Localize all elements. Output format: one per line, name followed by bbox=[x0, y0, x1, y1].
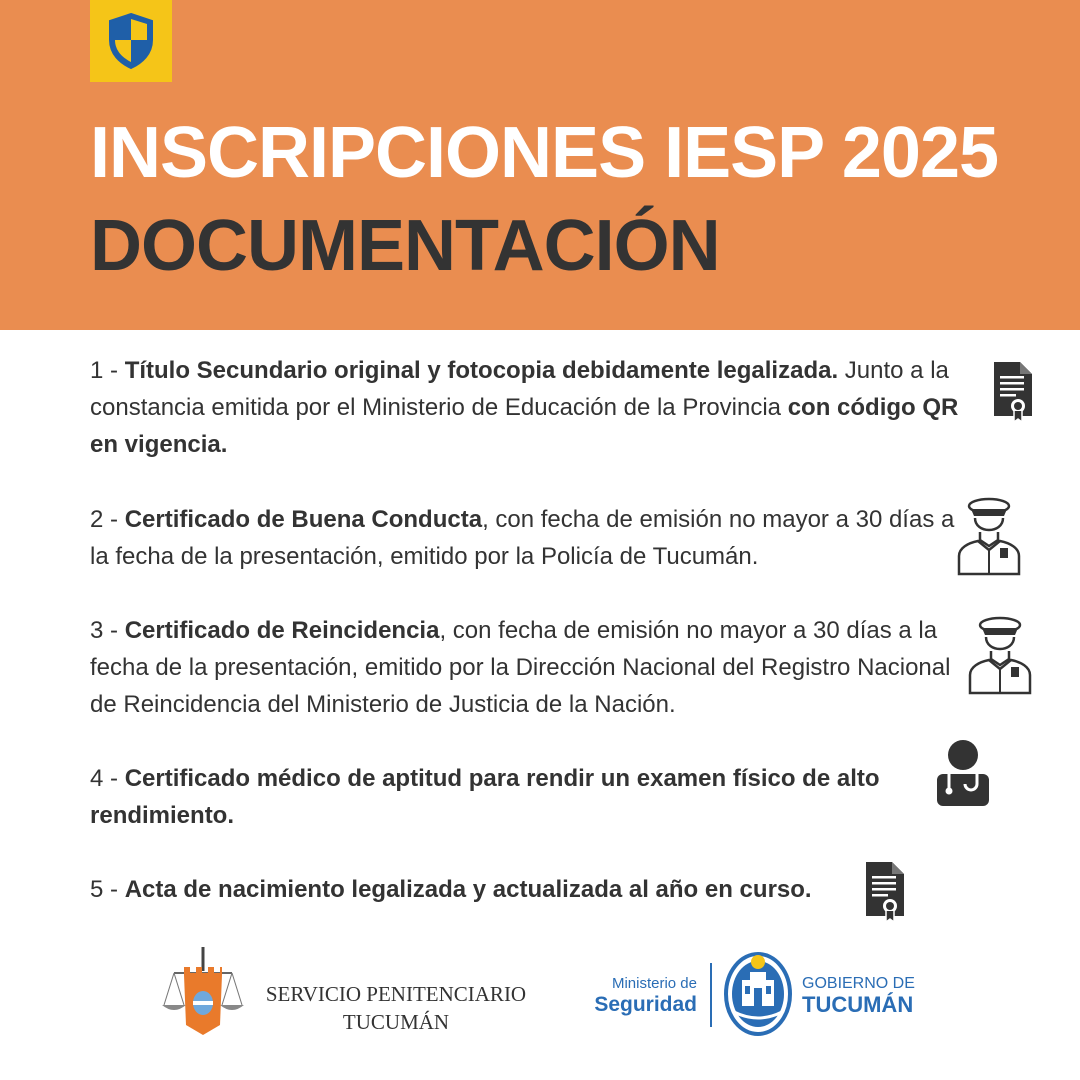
certificate-document-icon bbox=[862, 860, 906, 924]
police-officer-icon bbox=[956, 496, 1022, 576]
gobierno-tucuman-logo: GOBIERNO DE TUCUMÁN bbox=[802, 975, 915, 1017]
tucuman-shield-icon bbox=[722, 948, 794, 1038]
footer-divider bbox=[710, 963, 712, 1027]
list-item: 2 - Certificado de Buena Conducta, con fecha de emisión no mayor a 30 días a la fecha de la presentación, emitido por la Policía de Tucumán. bbox=[90, 506, 955, 570]
item-bold: Título Secundario original y fotocopia debidamente legalizada. bbox=[124, 357, 839, 384]
doctor-icon bbox=[935, 738, 991, 808]
title-line-2: DOCUMENTACIÓN bbox=[90, 206, 720, 286]
logo-box bbox=[90, 0, 172, 82]
certificate-document-icon bbox=[990, 360, 1034, 424]
police-officer-icon bbox=[967, 615, 1033, 695]
header-banner bbox=[0, 0, 1080, 330]
list-item: 3 - Certificado de Reincidencia, con fecha de emisión no mayor a 30 días a la fecha de la presentación, emitido por la Dirección Nacional del Registro Nacional de Reincidencia del Ministerio de Justicia de la Nación. bbox=[90, 617, 951, 718]
list-item: 1 - Título Secundario original y fotocopia debidamente legalizada. Junto a la constancia emitida por el Ministerio de Educación de la Provincia con código QR en vigencia. bbox=[90, 357, 959, 458]
ministerio-seguridad-logo: Ministerio de Seguridad bbox=[594, 975, 697, 1016]
servicio-penitenciario-text: SERVICIO PENITENCIARIO TUCUMÁN bbox=[265, 982, 527, 1034]
shield-logo-icon bbox=[108, 12, 154, 70]
title-line-1: INSCRIPCIONES IESP 2025 bbox=[90, 113, 999, 193]
list-item: 4 - Certificado médico de aptitud para rendir un examen físico de alto rendimiento. bbox=[90, 765, 880, 829]
servicio-penitenciario-emblem-icon bbox=[160, 945, 246, 1039]
list-item: 5 - Acta de nacimiento legalizada y actualizada al año en curso. bbox=[90, 876, 812, 903]
